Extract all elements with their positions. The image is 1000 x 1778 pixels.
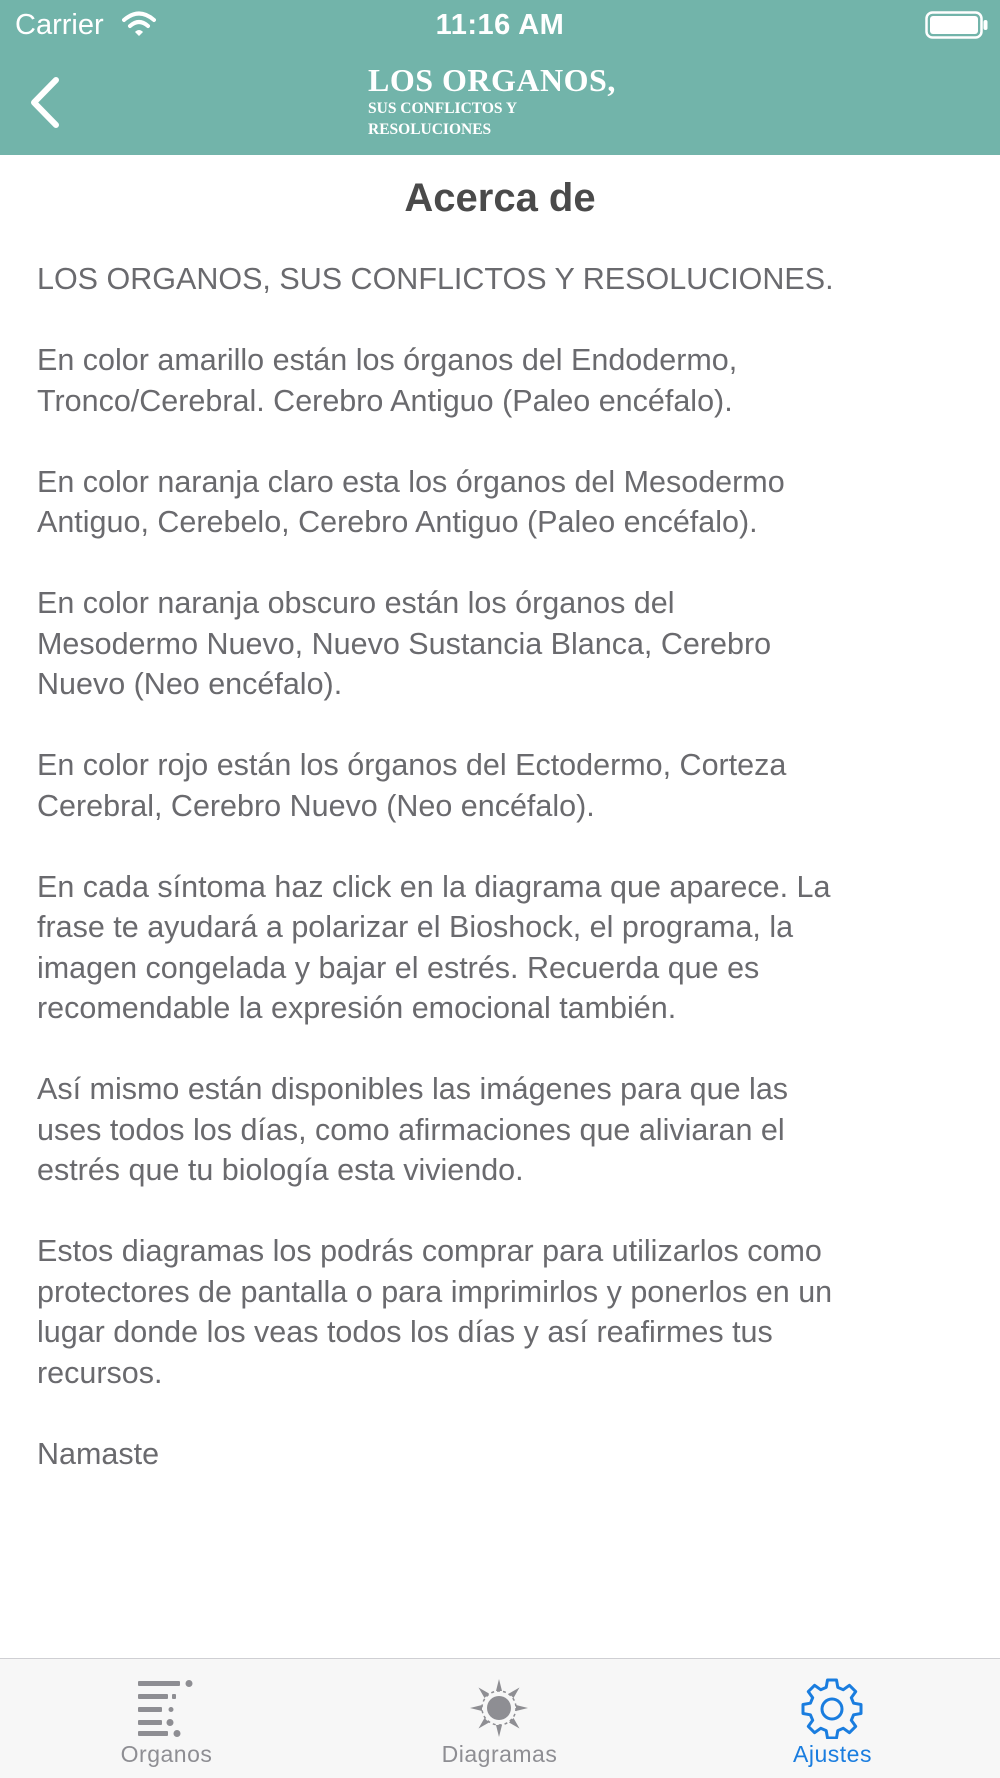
navigation-bar xyxy=(0,50,1000,155)
about-paragraph: Así mismo están disponibles las imágenes para que las uses todos los días, como afirmaciones que aliviaran el estrés que tu biología esta viviendo. xyxy=(37,1072,789,1187)
about-paragraph: En color amarillo están los órganos del Endodermo, Tronco/Cerebral. Cerebro Antiguo (Paleo encéfalo). xyxy=(37,343,738,418)
tab-diagramas[interactable] xyxy=(333,1659,666,1778)
page-title: Acerca de xyxy=(404,176,596,220)
logo-subtitle-line1: SUS CONFLICTOS Y xyxy=(368,100,518,117)
tab-ajustes[interactable] xyxy=(666,1659,999,1778)
tab-organos[interactable] xyxy=(0,1659,333,1778)
about-paragraph: Namaste xyxy=(37,1436,160,1471)
list-icon xyxy=(135,1677,197,1739)
about-paragraph: En color rojo están los órganos del Ectodermo, Corteza Cerebral, Cerebro Nuevo (Neo encéfalo). xyxy=(37,748,787,823)
status-bar xyxy=(0,0,1000,50)
about-content[interactable] xyxy=(0,155,1000,1658)
battery-icon xyxy=(925,11,989,39)
about-paragraph: En color naranja claro esta los órganos del Mesodermo Antiguo, Cerebelo, Cerebro Antiguo (Paleo encéfalo). xyxy=(37,464,785,539)
tab-bar xyxy=(0,1658,1000,1778)
logo-subtitle-line2: RESOLUCIONES xyxy=(368,121,492,138)
chevron-left-icon xyxy=(18,70,78,135)
about-paragraph: Estos diagramas los podrás comprar para utilizarlos como protectores de pantalla o para imprimirlos y ponerlos en un lugar donde los veas todos los días y así reafirmes tus recursos. xyxy=(37,1234,833,1390)
about-paragraph: En color naranja obscuro están los órganos del Mesodermo Nuevo, Nuevo Sustancia Blanca, Cerebro Nuevo (Neo encéfalo). xyxy=(37,586,772,701)
about-text xyxy=(37,259,987,1515)
gear-icon xyxy=(801,1677,863,1739)
logo-title: LOS ORGANOS, xyxy=(368,62,616,98)
about-paragraph: LOS ORGANOS, SUS CONFLICTOS Y RESOLUCIONES. xyxy=(37,262,834,296)
clock: 11:16 AM xyxy=(435,9,565,41)
tab-label: Ajustes xyxy=(793,1741,872,1767)
back-button[interactable] xyxy=(18,70,78,135)
app-logo xyxy=(368,62,668,140)
header xyxy=(0,0,1000,155)
sun-diagram-icon xyxy=(468,1677,530,1739)
carrier-label: Carrier xyxy=(15,9,104,41)
tab-label: Diagramas xyxy=(441,1741,558,1767)
about-paragraph: En cada síntoma haz click en la diagrama que aparece. La frase te ayudará a polarizar el Bioshock, el programa, la imagen congelada y bajar el estrés. Recuerda que es recomendable la expresión emocional también. xyxy=(37,869,831,1025)
tab-label: Organos xyxy=(120,1741,213,1767)
